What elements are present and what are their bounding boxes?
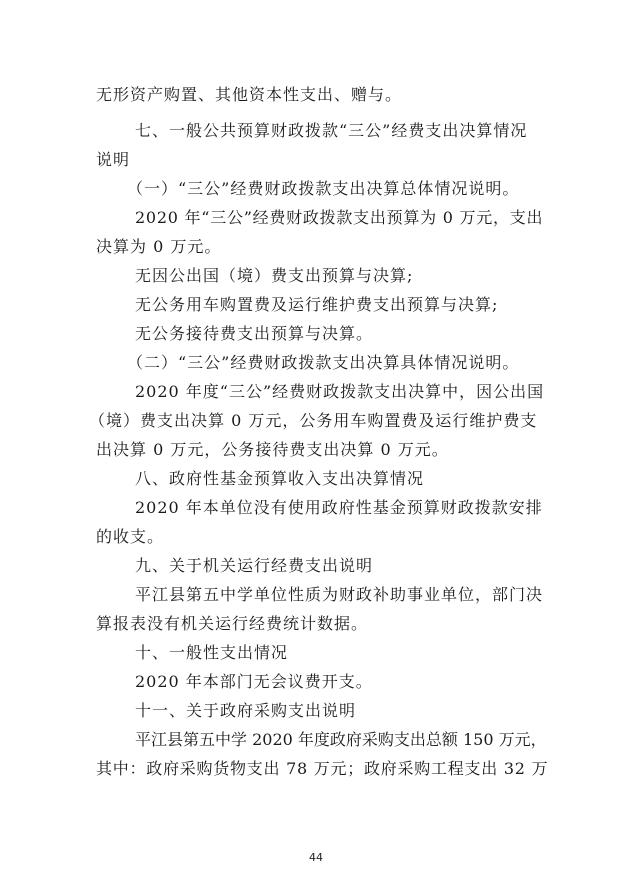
- text-line-23: 平江县第五中学 2020 年度政府采购支出总额 150 万元，: [135, 730, 547, 749]
- text-line-5: 2020 年“三公”经费财政拨款支出预算为 0 万元，支出: [135, 208, 544, 227]
- section-7-heading: 七、一般公共预算财政拨款“三公”经费支出决算情况: [135, 121, 528, 140]
- text-line-9: 无公务接待费支出预算与决算。: [135, 324, 374, 343]
- text-line-12: （境）费支出决算 0 万元，公务用车购置费及运行维护费支: [89, 411, 538, 430]
- section-9-heading: 九、关于机关运行经费支出说明: [135, 556, 374, 575]
- text-line-16: 的收支。: [96, 527, 165, 546]
- section-8-heading: 八、政府性基金预算收入支出决算情况: [135, 469, 425, 488]
- text-line-24: 其中：政府采购货物支出 78 万元；政府采购工程支出 32 万: [96, 759, 549, 778]
- text-line-21: 2020 年本部门无会议费开支。: [135, 672, 373, 691]
- text-line-13: 出决算 0 万元，公务接待费支出决算 0 万元。: [96, 440, 449, 459]
- text-line-11: 2020 年度“三公”经费财政拨款支出决算中，因公出国: [135, 382, 545, 401]
- page-number: 44: [309, 851, 323, 864]
- text-line-8: 无公务用车购置费及运行维护费支出预算与决算;: [135, 295, 499, 314]
- text-line-1: 无形资产购置、其他资本性支出、赠与。: [96, 85, 403, 104]
- text-line-19: 算报表没有机关运行经费统计数据。: [96, 614, 369, 633]
- subsection-1-heading: （一）“三公”经费财政拨款支出决算总体情况说明。: [127, 179, 520, 198]
- text-line-15: 2020 年本单位没有使用政府性基金预算财政拨款安排: [135, 498, 543, 517]
- text-line-18: 平江县第五中学单位性质为财政补助事业单位，部门决: [135, 585, 544, 604]
- text-line-6: 决算为 0 万元。: [96, 237, 222, 256]
- section-11-heading: 十一、关于政府采购支出说明: [135, 701, 357, 720]
- section-7-heading-cont: 说明: [96, 150, 131, 169]
- subsection-2-heading: （二）“三公”经费财政拨款支出决算具体情况说明。: [127, 353, 520, 372]
- section-10-heading: 十、一般性支出情况: [135, 643, 289, 662]
- text-line-7: 无因公出国（境）费支出预算与决算;: [135, 266, 414, 285]
